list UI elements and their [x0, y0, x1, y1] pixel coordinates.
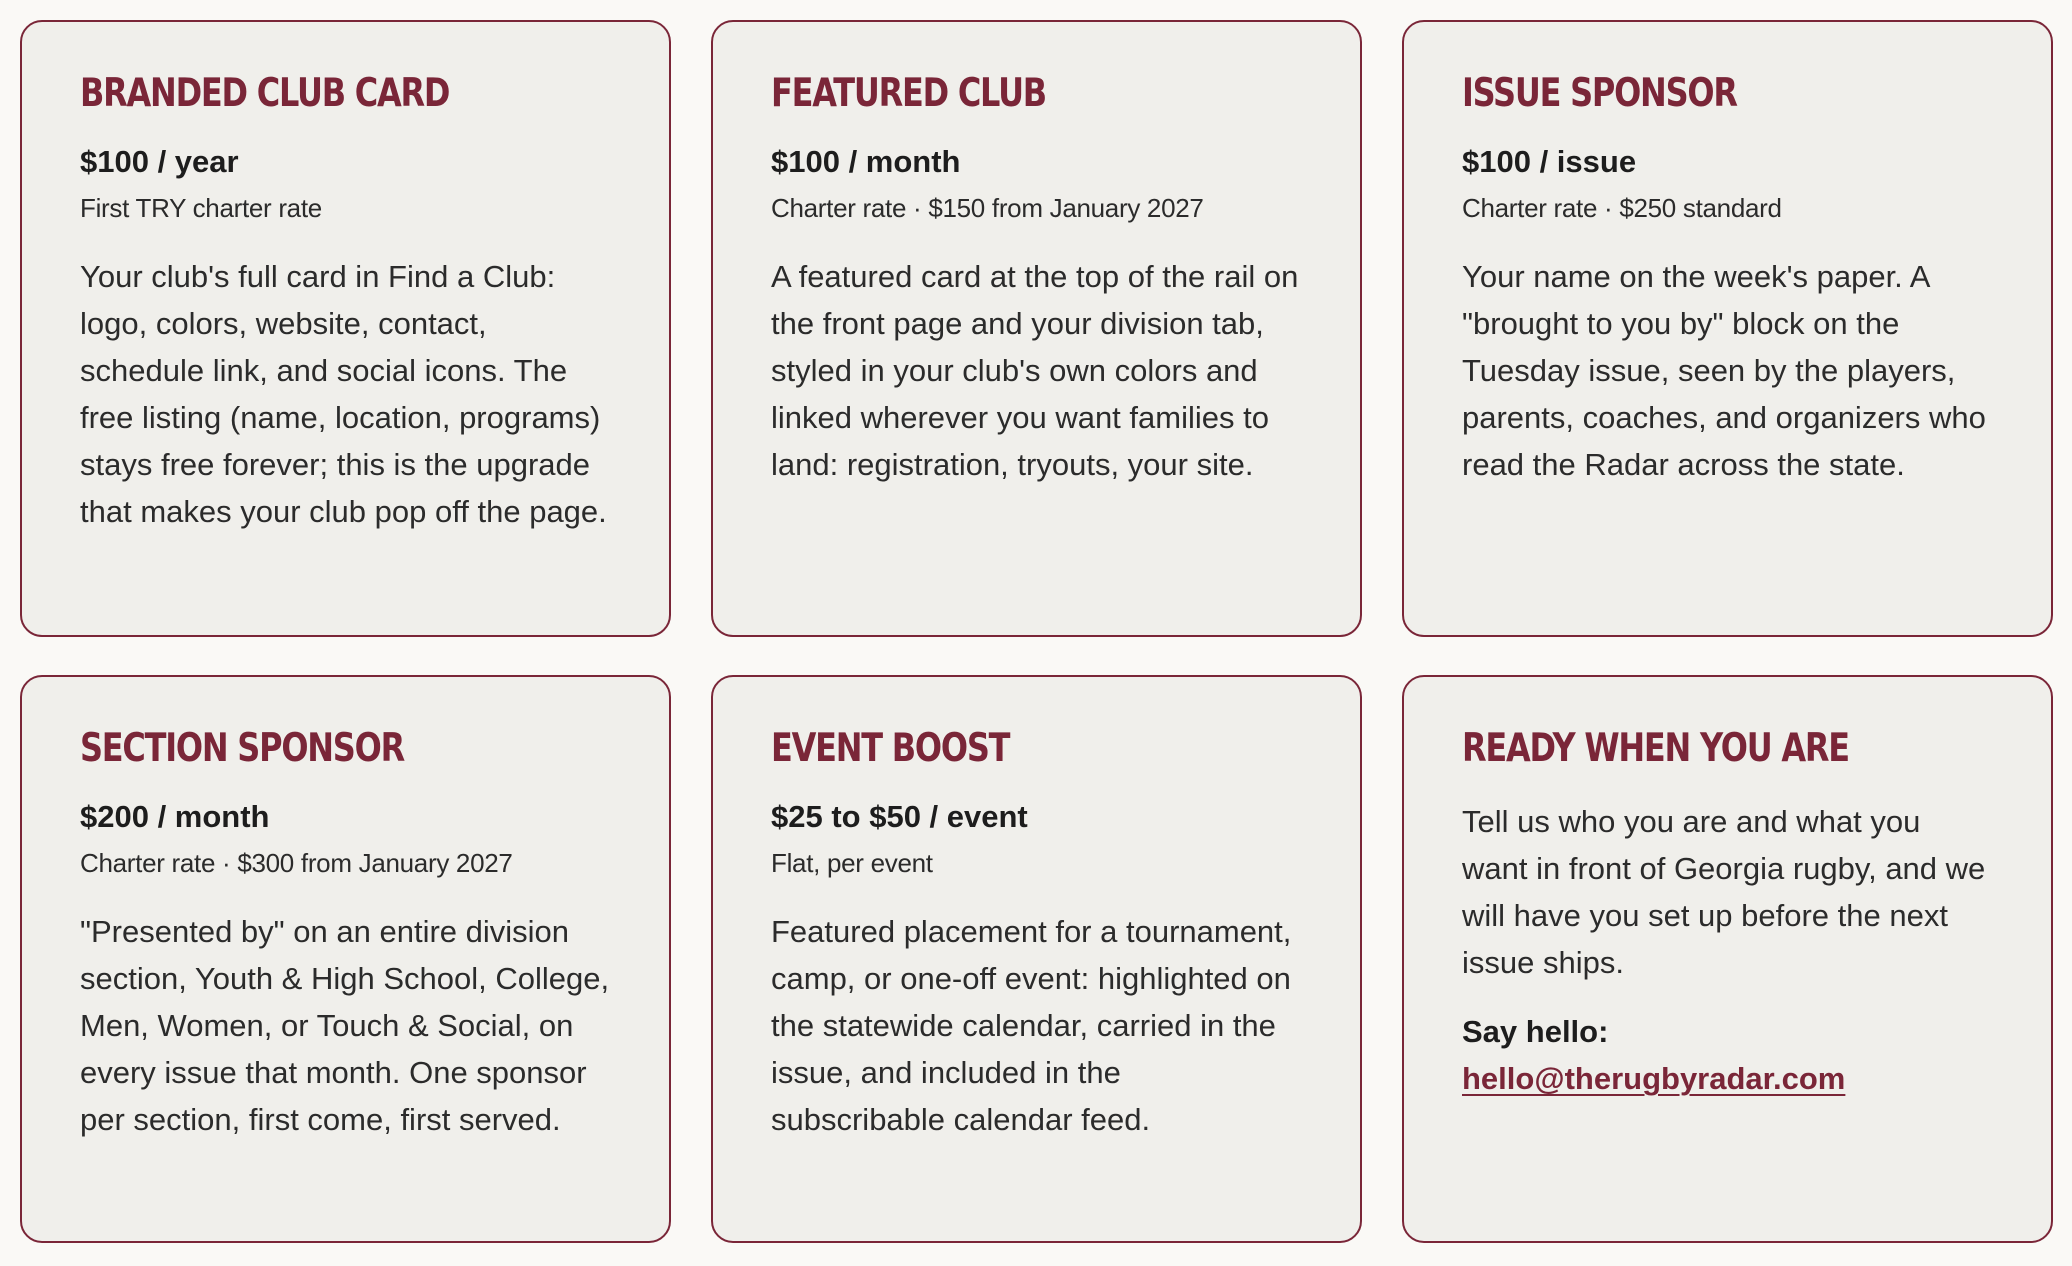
- card-title: ISSUE SPONSOR: [1462, 71, 1737, 116]
- card-rate-note: Flat, per event: [771, 848, 933, 879]
- card-price: $200 / month: [80, 798, 270, 834]
- card-price: $100 / issue: [1462, 143, 1637, 179]
- card-description: A featured card at the top of the rail on the front page and your division tab, styled in your club's own colors and linked wherever you want families to land: registration, tryouts, your site.: [771, 258, 1299, 482]
- card-description: Featured placement for a tournament, camp, or one-off event: highlighted on the statewide calendar, carried in the issue, and included in the subscribable calendar feed.: [771, 913, 1292, 1137]
- card-price: $100 / year: [80, 143, 239, 179]
- pricing-grid: [20, 20, 2052, 1243]
- card-rate-note: Charter rate · $150 from January 2027: [771, 193, 1204, 224]
- card-title: EVENT BOOST: [771, 726, 1010, 771]
- contact-email-link[interactable]: hello@therugbyradar.com: [1462, 1060, 1846, 1096]
- card-title: FEATURED CLUB: [771, 71, 1046, 116]
- card-title: SECTION SPONSOR: [80, 726, 404, 771]
- card-title: BRANDED CLUB CARD: [80, 71, 450, 116]
- section-sponsor-offer: [20, 675, 671, 1243]
- featured-club-offer: [711, 20, 1362, 637]
- cta-description: Tell us who you are and what you want in front of Georgia rugby, and we will have you set up before the next issue ships.: [1462, 803, 1986, 980]
- card-description: Your club's full card in Find a Club: logo, colors, website, contact, schedule link, and social icons. The free listing (name, location, programs) stays free forever; this is the upgrade that makes your club pop off the page.: [80, 258, 607, 529]
- contact-cta-card: [1402, 675, 2053, 1243]
- card-price: $100 / month: [771, 143, 961, 179]
- card-rate-note: Charter rate · $300 from January 2027: [80, 848, 513, 879]
- card-description: "Presented by" on an entire division section, Youth & High School, College, Men, Women, or Touch & Social, on every issue that month. One sponsor per section, first come, first served.: [80, 913, 610, 1137]
- branded-club-card-offer: [20, 20, 671, 637]
- card-description: Your name on the week's paper. A "brought to you by" block on the Tuesday issue, seen by the players, parents, coaches, and organizers who read the Radar across the state.: [1462, 258, 1986, 482]
- issue-sponsor-offer: [1402, 20, 2053, 637]
- card-rate-note: First TRY charter rate: [80, 193, 322, 224]
- card-rate-note: Charter rate · $250 standard: [1462, 193, 1782, 224]
- cta-title: READY WHEN YOU ARE: [1462, 726, 1849, 771]
- card-price: $25 to $50 / event: [771, 798, 1028, 834]
- say-hello-label: Say hello:: [1462, 1013, 1609, 1049]
- event-boost-offer: [711, 675, 1362, 1243]
